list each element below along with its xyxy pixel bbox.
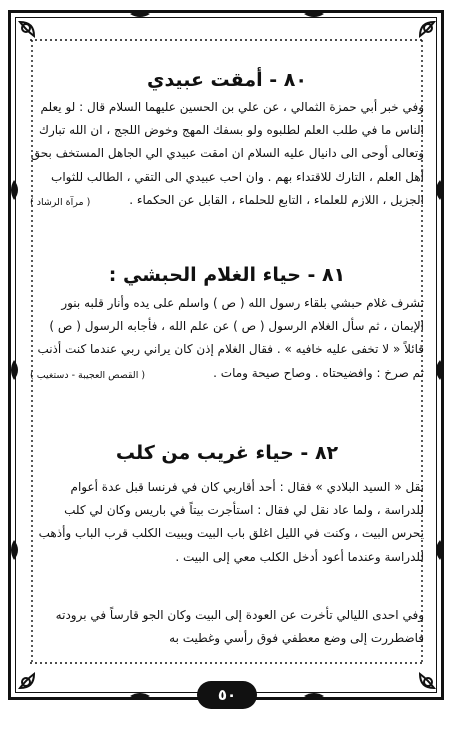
section-80-source: ( مرآة الرشاد ) <box>30 196 91 208</box>
section-81-title: ٨١ - حياء الغلام الحبشي : <box>108 264 346 286</box>
section-80-title: ٨٠ - أمقت عبيدي <box>147 69 307 91</box>
section-82-title-wrap <box>0 440 454 466</box>
section-80-text: وفي خبر أبي حمزة الثمالي ، عن علي بن الحسين عليهما السلام قال : لو يعلم الناس ما في طلب العلم لطلبوه ولو بسفك المهج وخوض اللجج ، ان الله تبارك وتعالى أوحى الى دانيال عليه السلام ان امقت عبيدي الي الجاهل المستخف بحق أهل العلم ، التارك للاقتداء بهم . وان احب عبيدي الى التقي ، الطالب للثواب الجزيل ، اللازم للعلماء ، التابع للحلماء ، القابل عن الحكماء . <box>30 100 424 207</box>
section-82-body2: وفي احدى الليالي تأخرت عن العودة إلى البيت وكان الجو قارساً في برودته فاضطررت إلى وضع معطفي فوق رأسي وغطيت به <box>55 608 424 646</box>
section-80-title-wrap <box>0 67 454 93</box>
section-82-body: نقل « السيد البلادي » فقال : أحد أقاربي كان في فرنسا قبل عدة أعوام للدراسة ، ولما عاد نقل لي فقال : استأجرت بيتاً في باريس وكان لي كلب يحرس البيت ، وكنت في الليل اغلق باب البيت ويبيت الكلب قرب الباب وأذهب للدراسة وعندما أعود أدخل الكلب معي إلى البيت . <box>38 480 424 564</box>
section-81-body-wrap <box>30 292 424 387</box>
section-81-text: تشرف غلام حبشي بلقاء رسول الله ( ص ) واسلم على يده وأنار قلبه بنور الإيمان ، ثم سأل الغلام الرسول ( ص ) عن علم الله ، فأجابه الرسول ( ص ) قائلاً « لا تخفى عليه خافيه » . فقال الغلام إذن كان يراني ربي عندما كنت أذنب ثم صرخ : وافضيحتاه . وصاح صيحة ومات . <box>37 296 424 380</box>
page-number: ٥٠ <box>197 681 257 709</box>
section-82-body-wrap <box>30 476 424 569</box>
section-81-title-wrap <box>0 262 454 288</box>
section-82-title: ٨٢ - حياء غريب من كلب <box>115 442 339 464</box>
section-81-body <box>30 292 424 385</box>
section-80-body-wrap <box>30 96 424 214</box>
section-81-source: ( القصص العجيبة - دستغيب ) <box>30 369 146 381</box>
section-80-body <box>30 96 424 212</box>
section-82-body2-wrap <box>30 604 424 650</box>
